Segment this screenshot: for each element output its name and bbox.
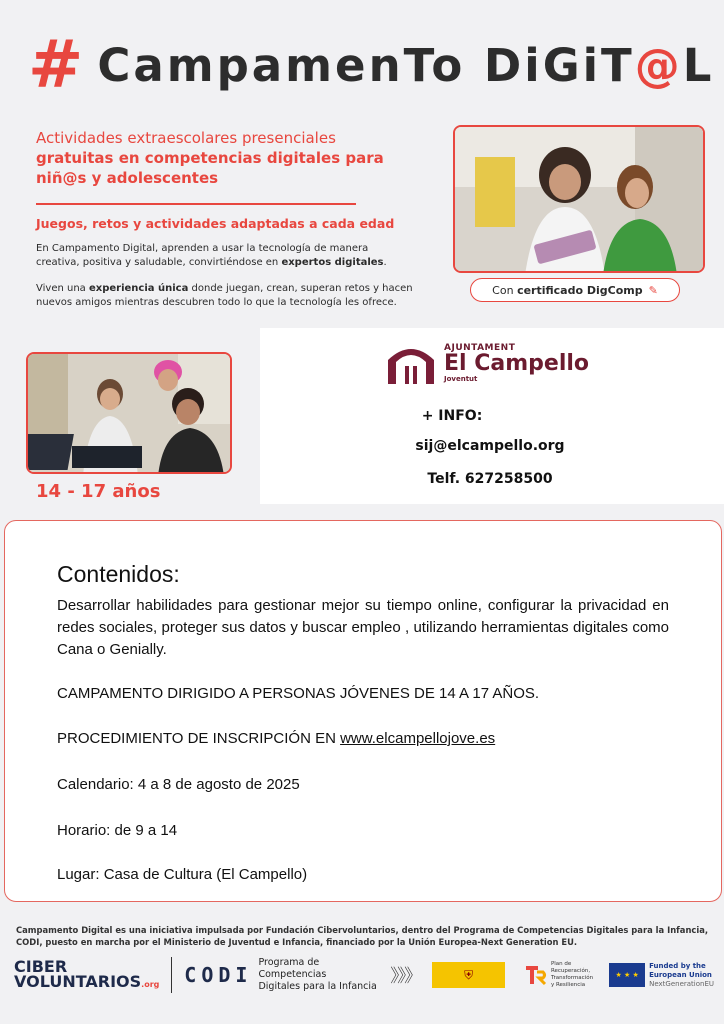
intro-subheading: Juegos, retos y actividades adaptadas a cada edad (36, 216, 395, 231)
schedule-line: Horario: de 9 a 14 (57, 822, 178, 839)
spain-shield-icon: ⛨ (464, 967, 474, 982)
eu-flag-icon: ★ ★ ★ (609, 963, 645, 987)
contact-phone[interactable]: Telf. 627258500 (427, 471, 553, 487)
intro-paragraph-2: Viven una experiencia única donde juegan, crean, superan retos y hacen nuevos amigos mientras descubren todo lo que la tecnología les ofrece. (36, 283, 413, 308)
intro-paragraph-1: En Campamento Digital, aprenden a usar la tecnología de manera creativa, positiva y saludable, convirtiéndose en expertos digitales. (36, 243, 387, 268)
bandage-icon: ✎ (648, 283, 658, 297)
campaign-title-text: CampamenTo DiGiT@L (97, 38, 715, 92)
cibervoluntarios-logo: CIBER VOLUNTARIOS.org (14, 956, 160, 991)
el-campello-logo: AJUNTAMENT El Campello Joventut (384, 340, 589, 386)
logo-divider (171, 957, 172, 993)
contact-panel (260, 328, 724, 504)
place-line: Lugar: Casa de Cultura (El Campello) (57, 866, 308, 883)
gobierno-espana-logo (432, 962, 505, 988)
registration-line: PROCEDIMIENTO DE INSCRIPCIÓN EN www.elcampellojove.es (57, 730, 496, 747)
sponsor-logos (14, 950, 714, 1000)
contents-box (4, 520, 722, 902)
info-label: + INFO: (421, 408, 483, 424)
certificate-badge (470, 278, 680, 302)
contents-description: Desarrollar habilidades para gestionar mejor su tiempo online, configurar la privacidad en redes sociales, proteger sus datos y buscar empleo , utilizando herramientas digitales como Cana o Genially. (57, 597, 669, 658)
tr-icon (525, 964, 547, 986)
eu-funding-logo: ★ ★ ★ Funded by the European Union NextGenerationEU (609, 962, 714, 989)
photo-girls-tablet (453, 125, 705, 273)
codi-program-name: Programa de Competencias Digitales para la Infancia (258, 957, 377, 992)
certificate-text: Con certificado DigComp (492, 283, 643, 297)
footer-disclaimer: Campamento Digital es una iniciativa impulsada por Fundación Cibervoluntarios, dentro del Programa de Competencias Digitales para la Infancia, CODI, puesto en marcha por el Ministerio de Juventud e Infancia, financiado por la Unión Europea-Next Generation EU. (16, 925, 709, 947)
hashtag-symbol: # (28, 26, 84, 103)
codi-logo: CODI (184, 963, 253, 987)
prtr-logo: Plan de Recuperación, Transformación y Resiliencia (525, 961, 593, 989)
campaign-title (28, 26, 715, 103)
intro-heading: Actividades extraescolares presenciales gratuitas en competencias digitales para niñ@s y adolescentes (36, 129, 384, 187)
target-audience: CAMPAMENTO DIRIGIDO A PERSONAS JÓVENES DE 14 A 17 AÑOS. (57, 685, 540, 702)
chevrons-icon: 》》》 (390, 966, 421, 987)
contents-heading: Contenidos: (57, 561, 180, 587)
contact-email[interactable]: sij@elcampello.org (415, 438, 565, 454)
photo-boys-laptop (26, 352, 232, 474)
registration-link[interactable]: www.elcampellojove.es (340, 730, 496, 747)
age-range: 14 - 17 años (36, 481, 161, 502)
calendar-line: Calendario: 4 a 8 de agosto de 2025 (57, 776, 300, 793)
arch-icon (384, 340, 438, 386)
intro-divider (36, 203, 356, 205)
